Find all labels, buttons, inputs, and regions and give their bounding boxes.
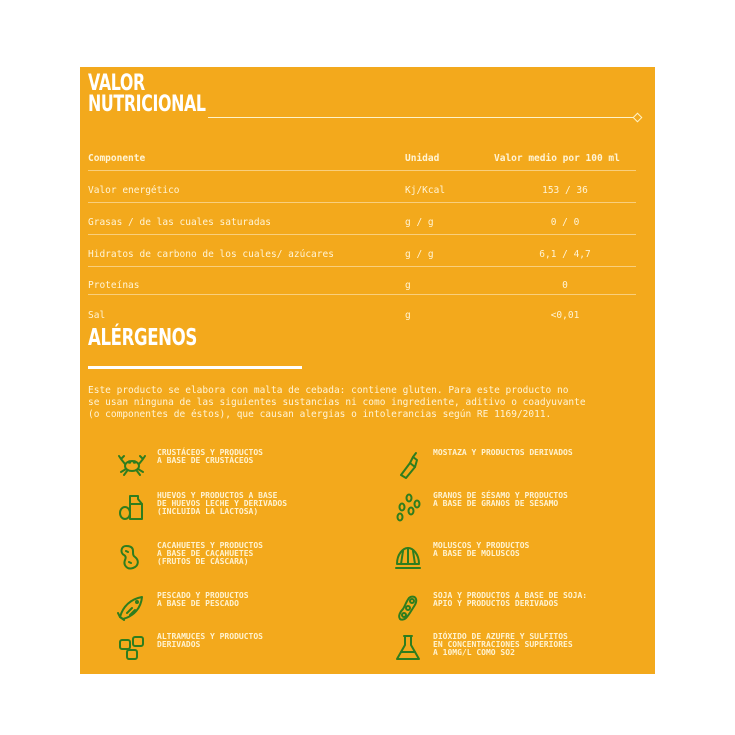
table-divider bbox=[88, 266, 636, 267]
allergen-item bbox=[393, 633, 653, 673]
allergen-label: HUEVOS Y PRODUCTOS A BASE DE HUEVOS LECHE Y DERIVADOS (INCLUIDA LA LACTOSA) bbox=[157, 491, 288, 516]
allergen-label: PESCADO Y PRODUCTOS A BASE DE PESCADO bbox=[157, 591, 249, 608]
row-unit: g bbox=[405, 310, 411, 321]
allergen-label: SOJA Y PRODUCTOS A BASE DE SOJA: APIO Y PRODUCTOS DERIVADOS bbox=[433, 591, 588, 608]
row-unit: g / g bbox=[405, 249, 434, 260]
header-component: Componente bbox=[88, 153, 146, 164]
allergen-label: CRUSTÁCEOS Y PRODUCTOS A BASE DE CRUSTÁCEOS bbox=[157, 448, 263, 465]
mollusc-icon bbox=[393, 542, 423, 572]
table-divider bbox=[88, 294, 636, 295]
flask-icon bbox=[393, 633, 423, 663]
row-component: Hidratos de carbono de los cuales/ azúcares bbox=[88, 249, 334, 260]
header-value: Valor medio por 100 ml bbox=[494, 153, 620, 164]
row-unit: g bbox=[405, 280, 411, 291]
title-underline bbox=[208, 117, 634, 118]
row-value: 6,1 / 4,7 bbox=[539, 249, 591, 260]
mustard-icon bbox=[393, 449, 423, 479]
row-unit: g / g bbox=[405, 217, 434, 228]
nutrition-allergen-panel bbox=[80, 67, 655, 674]
allergens-underline bbox=[88, 366, 302, 369]
allergens-intro: Este producto se elabora con malta de cebada: contiene gluten. Para este producto no se usan ninguna de las siguientes sustancias ni como ingrediente, aditivo o coadyuvante (o componentes de éstos), que causan alergias o intolerancias según RE 1169/2011. bbox=[88, 385, 586, 420]
allergen-item bbox=[117, 542, 377, 582]
allergen-item bbox=[117, 592, 377, 632]
diamond-ornament-icon bbox=[633, 113, 643, 123]
allergen-label: MOLUSCOS Y PRODUCTOS A BASE DE MOLUSCOS bbox=[433, 541, 530, 558]
fish-icon bbox=[117, 592, 147, 622]
lupin-icon bbox=[117, 633, 147, 663]
table-divider bbox=[88, 234, 636, 235]
crab-icon bbox=[117, 449, 147, 479]
allergen-item bbox=[117, 492, 377, 532]
sesame-icon bbox=[393, 492, 423, 522]
table-divider bbox=[88, 170, 636, 171]
row-unit: Kj/Kcal bbox=[405, 185, 446, 196]
allergen-label: GRANOS DE SÉSAMO Y PRODUCTOS A BASE DE GRANOS DE SÉSAMO bbox=[433, 491, 568, 508]
table-row bbox=[80, 270, 636, 302]
table-divider bbox=[88, 202, 636, 203]
row-value: 153 / 36 bbox=[542, 185, 588, 196]
row-component: Proteínas bbox=[88, 280, 140, 291]
row-value: 0 bbox=[562, 280, 568, 291]
allergen-item bbox=[393, 592, 653, 632]
milk-egg-icon bbox=[117, 492, 147, 522]
allergens-title: ALÉRGENOS bbox=[88, 325, 197, 351]
nutrition-title: VALOR NUTRICIONAL bbox=[88, 71, 206, 117]
header-unit: Unidad bbox=[405, 153, 440, 164]
soy-icon bbox=[393, 592, 423, 622]
allergen-item bbox=[393, 449, 653, 489]
allergen-item bbox=[117, 633, 377, 673]
allergen-label: CACAHUETES Y PRODUCTOS A BASE DE CACAHUETES (FRUTOS DE CÁSCARA) bbox=[157, 541, 263, 566]
row-value: <0,01 bbox=[550, 310, 580, 321]
allergen-label: MOSTAZA Y PRODUCTOS DERIVADOS bbox=[433, 448, 573, 457]
peanut-icon bbox=[117, 542, 147, 572]
allergen-label: DIÓXIDO DE AZUFRE Y SULFITOS EN CONCENTRACIONES SUPERIORES A 10MG/L COMO SO2 bbox=[433, 632, 573, 657]
row-component: Valor energético bbox=[88, 185, 180, 196]
allergen-item bbox=[393, 542, 653, 582]
row-value: 0 / 0 bbox=[550, 217, 580, 228]
allergen-label: ALTRAMUCES Y PRODUCTOS DERIVADOS bbox=[157, 632, 263, 649]
allergen-item bbox=[393, 492, 653, 532]
row-component: Grasas / de las cuales saturadas bbox=[88, 217, 272, 228]
row-component: Sal bbox=[88, 310, 106, 321]
allergen-item bbox=[117, 449, 377, 489]
